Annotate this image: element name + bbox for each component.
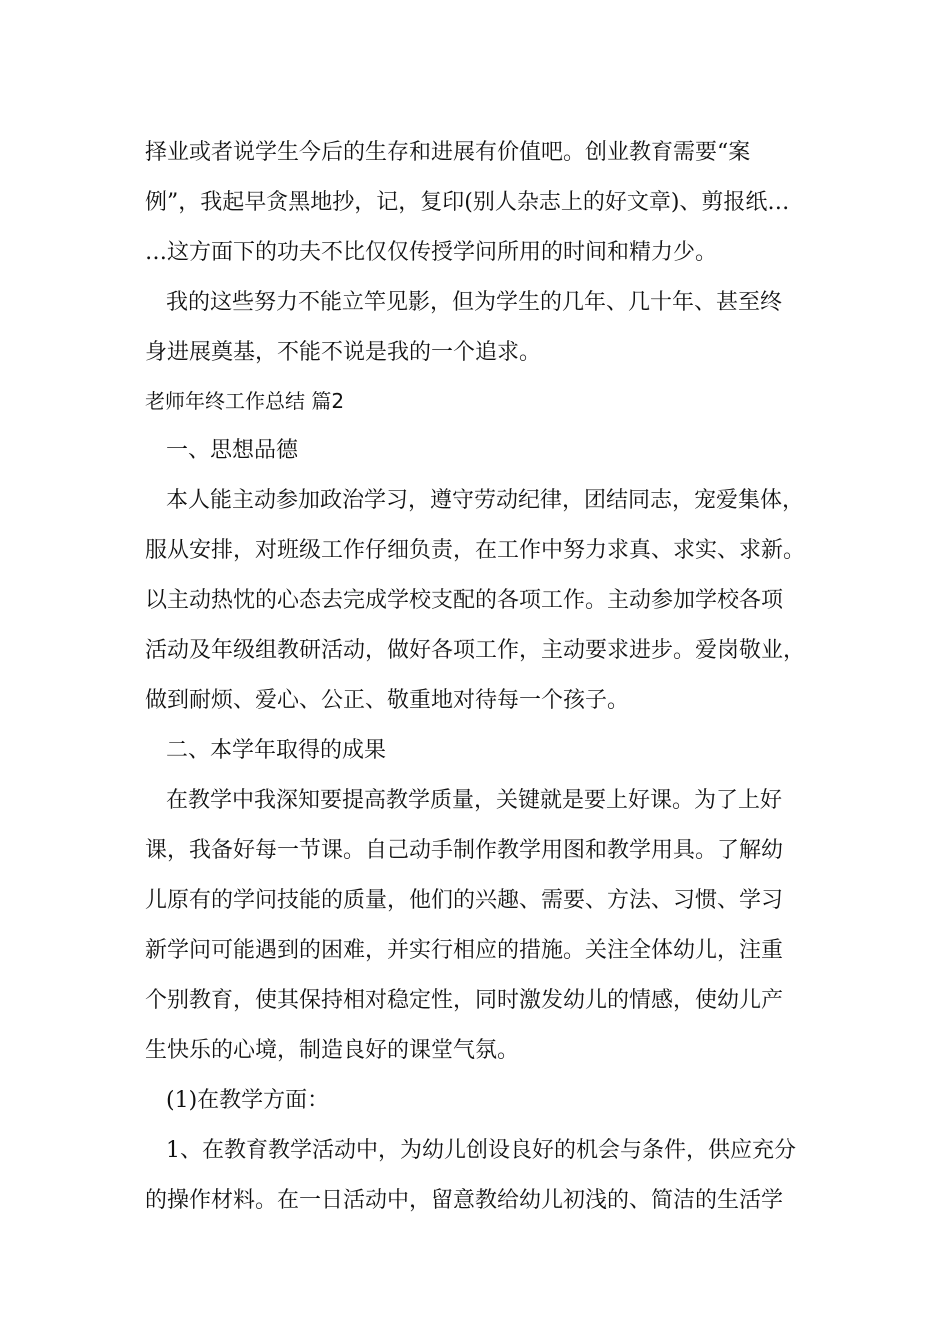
- text-line-14: 在教学中我深知要提高教学质量，关键就是要上好课。为了上好: [166, 788, 783, 813]
- text-line-3: …这方面下的功夫不比仅仅传授学问所用的时间和精力少。: [145, 240, 718, 265]
- text-line-11: 活动及年级组教研活动，做好各项工作，主动要求进步。爱岗敬业，: [145, 638, 806, 663]
- text-line-10: 以主动热忱的心态去完成学校支配的各项工作。主动参加学校各项: [145, 588, 784, 613]
- text-line-22: 的操作材料。在一日活动中，留意教给幼儿初浅的、简洁的生活学: [145, 1188, 784, 1213]
- text-line-21: 1、在教育教学活动中，为幼儿创设良好的机会与条件，供应充分: [166, 1138, 796, 1163]
- text-line-18: 个别教育，使其保持相对稳定性，同时激发幼儿的情感，使幼儿产: [145, 988, 784, 1013]
- text-line-4: 我的这些努力不能立竿见影，但为学生的几年、几十年、甚至终: [166, 290, 783, 315]
- text-line-15: 课，我备好每一节课。自己动手制作教学用图和教学用具。了解幼: [145, 838, 784, 863]
- subheading-1: 一、思想品德: [166, 438, 299, 463]
- subheading-3: (1)在教学方面：: [166, 1088, 330, 1113]
- text-line-8: 本人能主动参加政治学习，遵守劳动纪律，团结同志，宠爱集体，: [166, 488, 805, 513]
- text-line-19: 生快乐的心境，制造良好的课堂气氛。: [145, 1038, 520, 1063]
- subheading-2: 二、本学年取得的成果: [166, 738, 387, 763]
- text-line-16: 儿原有的学问技能的质量，他们的兴趣、需要、方法、习惯、学习: [145, 888, 784, 913]
- section-heading: 老师年终工作总结 篇2: [145, 389, 345, 413]
- text-line-2: 例”，我起早贪黑地抄，记，复印(别人杂志上的好文章)、剪报纸…: [145, 190, 790, 215]
- text-line-12: 做到耐烦、爱心、公正、敬重地对待每一个孩子。: [145, 688, 630, 713]
- text-line-1: 择业或者说学生今后的生存和进展有价值吧。创业教育需要“案: [145, 140, 751, 165]
- text-line-17: 新学问可能遇到的困难，并实行相应的措施。关注全体幼儿，注重: [145, 938, 784, 963]
- text-line-9: 服从安排，对班级工作仔细负责，在工作中努力求真、求实、求新。: [145, 538, 806, 563]
- text-line-5: 身进展奠基，不能不说是我的一个追求。: [145, 340, 542, 365]
